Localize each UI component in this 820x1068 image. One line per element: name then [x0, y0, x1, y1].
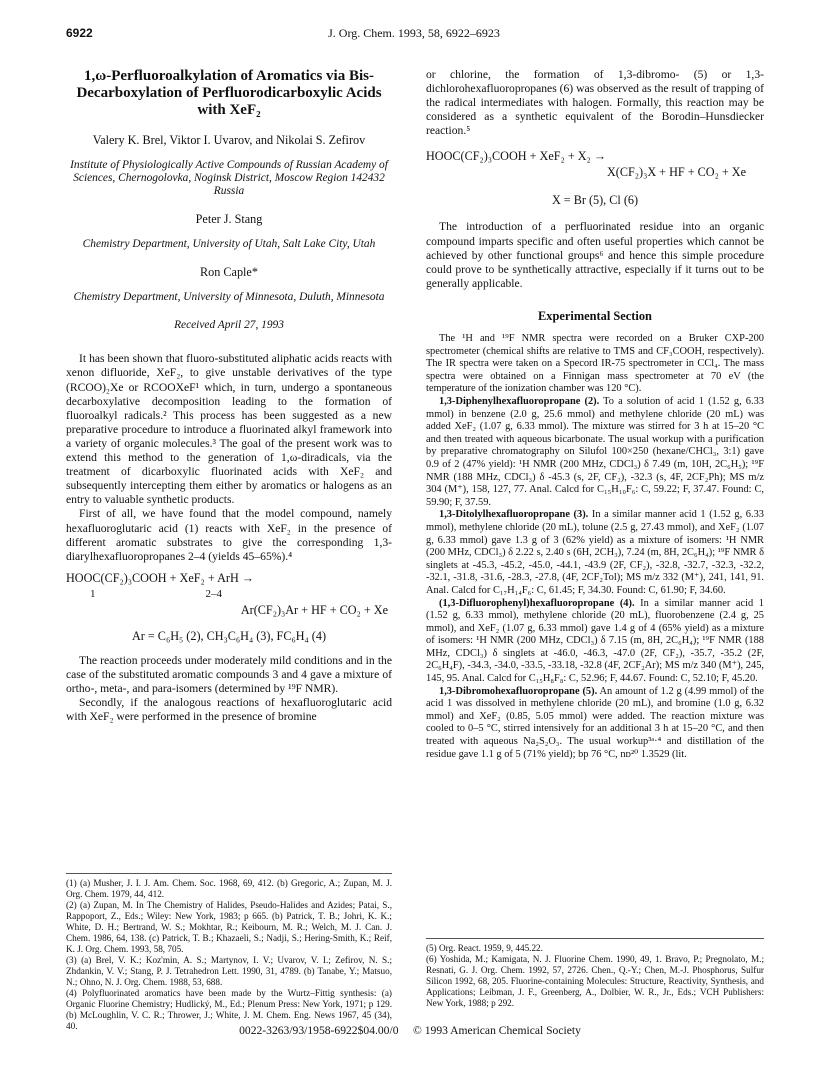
author: Peter J. Stang [195, 212, 263, 227]
experimental-paragraph [426, 598, 764, 686]
equation-1 [66, 570, 392, 618]
compound-heading: (1,3-Difluorophenyl)hexafluoropropane (4). [439, 597, 635, 609]
affiliation: Chemistry Department, University of Utah, Salt Lake City, Utah [82, 238, 376, 251]
procedure-text: In a similar manner acid 1 (1.52 g, 6.33 mmol), methylene chloride (20 mL), tolune (2.5 g, 27.43 mmol), and XeF₂ (1.07 g, 6.33 mmol) gave 1.3 g of 3 (62% yield) as a mixture of isomers: ¹H NMR (200 MHz, CDCl₃) δ 2.22 s, 2.40 s (6H, 2CH₃), 7.24 (m, 8H, 2C₆H₄); ¹⁹F NMR δ singlets at -45.3, -45.2, -45.0, -44.1, -43.9 (2F, CF₂), -32.8, -32.7, -32.3, -32.2, -32.1, -31.8, -31.6, -28.3, -27.8, (4F, 2CF₂Tol); MS m/z 332 (M⁺), 241, 141, 91. Anal. Calcd for C₁₇H₁₄F₆: C, 61.45; F, 34.30. Found: C, 61.90; F, 34.60. [426, 509, 764, 596]
compound-heading: 1,3-Diphenylhexafluoropropane (2). [439, 396, 600, 407]
experimental-paragraph [426, 686, 764, 762]
experimental-paragraph [426, 509, 764, 597]
footnote: (4) Polyfluorinated aromatics have been made by the Wurtz–Fittig synthesis: (a) Organic Fluorine Chemistry; Hudlický, M., Ed.; Plenum Press: New York, 1971; p 129. (b) McLoughlin, V. C. R.; Thrower, J.; White, J. M. Chem. Eng. News 1967, 45 (34), 40. [66, 988, 392, 1031]
equation-line: Ar(CF₂)₃Ar + HF + CO₂ + Xe [240, 602, 388, 617]
affiliation: Institute of Physiologically Active Compounds of Russian Academy of Sciences, Chernogolovka, Noginsk District, Moscow Region 142432 Russia [70, 159, 388, 198]
page-number: 6922 [66, 26, 93, 40]
procedure-text: In a similar manner acid 1 (1.52 g, 6.33 mmol), methylene chloride (20 mL), fluorobenzene (2.4 g, 25 mmol), and XeF₂ (1.07 g, 6.33 mmol) gave 1.4 g of 4 (65% yield) as a mixture of isomers: ¹H NMR (200 MHz, CDCl₃) δ 7.15 (m, 8H, 2C₆H₄); ¹⁹F NMR (188 MHz, CDCl₃) δ singlets at -46.0, -46.3, -47.0 (2F, CF₂), -35.7, -35.2 (2F, 2C₆H₄F), -34.3, -34.0, -33.5, -33.18, -32.8 (4F, 2CF₂Ar); MS m/z 340 (M⁺), 245, 145, 95. Anal. Calcd for C₁₅H₈F₈: C, 52.96; F, 44.67. Found: C, 52.10; F, 45.20. [426, 597, 764, 685]
running-header [66, 26, 762, 42]
author: Ron Caple* [200, 265, 258, 280]
body-paragraph: It has been shown that fluoro-substituted aliphatic acids reacts with xenon difluoride, XeF₂, to give unstable derivatives of the type (RCOO)₂Xe or RCOOXeF¹ which, in turn, undergo a spontaneous decarboxylative decomposition leading to the formation of fluoroalkyl radicals.² This process has been suggested as a new preparative procedure to introduce a fluorinated alkyl framework into a variety of organic molecules.³ The goal of the present work was to extend this method to the generation of 1,ω-diradicals, via the treatment of dicarboxylic fluorinated acids with XeF₂ and subsequently intercepting them either by aromatics or halogens as an entry to valuable synthetic products. [66, 352, 392, 507]
footnote: (5) Org. React. 1959, 9, 445.22. [426, 943, 543, 953]
right-column [426, 68, 764, 761]
received-date: Received April 27, 1993 [174, 319, 284, 332]
journal-citation: J. Org. Chem. 1993, 58, 6922–6923 [328, 26, 500, 40]
experimental-section [426, 333, 764, 761]
affiliation: Chemistry Department, University of Minnesota, Duluth, Minnesota [73, 291, 385, 304]
footnote: (2) (a) Zupan, M. In The Chemistry of Halides, Pseudo-Halides and Azides; Patai, S., Rappoport, Z., Eds.; Wiley: New York, 1983; p 665. (b) Patrick, T. B.; Johri, K. K.; White, D. H.; Bertrand, W. S.; Mokhtar, R.; Keibourn, M. R.; Welch, M. J. Can. J. Chem. 1986, 64, 138. (c) Patrick, T. B.; Khazaeli, S.; Nadji, S.; Hering-Smith, K.; Reif, K. J. Org. Chem. 1993, 58, 705. [66, 900, 392, 954]
page-footer [0, 1024, 820, 1037]
section-heading: Experimental Section [538, 308, 652, 323]
footnote: (3) (a) Brel, V. K.; Koz'min, A. S.; Martynov, I. V.; Uvarov, V. I.; Zefirov, N. S.; Zhdankin, V. V.; Stang, P. J. Tetrahedron Lett. 1990, 31, 4789. (b) Tanabe, Y.; Matsuo, N.; Ohno, N. J. Org. Chem. 1988, 53, 688. [66, 955, 392, 987]
footnote: (6) Yoshida, M.; Kamigata, N. J. Fluorine Chem. 1990, 49, 1. Bravo, P.; Pregnolato, M.; Resnati, G. J. Org. Chem. 1992, 57, 2726. Chen., Q.-Y.; Chen, M.-J. Phosphorus, Sulfur Silicon 1992, 68, 205. Fluorine-containing Molecules: Structure, Reactivity, Synthesis, and Applications; Leibman, J. F., Greenberg, A., Dolbier, W. R., Jr., Eds.; VCH Publishers: New York, 1988; p 292. [426, 954, 764, 1008]
equation-line: HOOC(CF₂)₃COOH + XeF₂ + ArH → [66, 570, 254, 585]
body-paragraph: Secondly, if the analogous reactions of hexafluoroglutaric acid with XeF₂ were performed in the presence of bromine [66, 696, 392, 724]
experimental-paragraph [426, 396, 764, 509]
body-paragraph: First of all, we have found that the model compound, namely hexafluoroglutaric acid (1) reacts with XeF₂ in the presence of different aromatic substrates to give the corresponding 1,3-diarylhexafluoropropanes 2–4 (yields 45–65%).⁴ [66, 507, 392, 563]
compound-heading: 1,3-Ditolylhexafluoropropane (3). [439, 509, 589, 521]
footnote: (1) (a) Musher, J. I. J. Am. Chem. Soc. 1968, 69, 412. (b) Gregoric, A.; Zupan, M. J. Org. Chem. 1979, 44, 412. [66, 878, 392, 899]
compound-heading: 1,3-Dibromohexafluoropropane (5). [439, 685, 598, 697]
equation-x-definition: X = Br (5), Cl (6) [551, 193, 639, 208]
equation-2 [426, 148, 764, 180]
equation-line: X(CF₂)₃X + HF + CO₂ + Xe [607, 165, 746, 180]
left-column [66, 68, 392, 724]
footer-code: 0022-3263/93/1958-6922$04.00/0 [239, 1024, 399, 1037]
body-paragraph: The introduction of a perfluorinated residue into an organic compound imparts specific and often useful properties which cannot be achieved by other functional groups⁶ and hence this simple procedure could prove to be synthetically attractive, especially if it turns out to be generally applicable. [426, 220, 764, 290]
article-title: 1,ω-Perfluoroalkylation of Aromatics via Bis-Decarboxylation of Perfluorodicarboxylic Acids with XeF₂ [76, 68, 382, 118]
procedure-text: An amount of 1.2 g (4.99 mmol) of the acid 1 was dissolved in methylene chloride (20 mL), and bromine (1.0 g, 6.32 mmol) and XeF₂ (0.85, 5.05 mmol) were added. The reaction mixture was cooled to 0–5 °C, stirred intensively for an additional 3 h at 15–20 °C, and then treated with aqueous Na₂S₂O₃. The usual workup³ᵃ·⁴ and distillation of the residue gave 1.1 g of 5 (71% yield); bp 76 °C, nᴅ²⁰ 1.3529 (lit. [426, 685, 764, 760]
footnotes-left [66, 873, 392, 1032]
body-paragraph: The reaction proceeds under moderately mild conditions and in the case of the substituted aromatic compounds 3 and 4 gave a mixture of ortho-, meta-, and para-isomers (determined by ¹⁹F NMR). [66, 653, 392, 695]
experimental-paragraph: The ¹H and ¹⁹F NMR spectra were recorded on a Bruker CXP-200 spectrometer (chemical shifts are relative to TMS and CF₃COOH, respectively). The IR spectra were taken on a Specord IR-75 spectrometer in CCl₄. The mass spectra were obtained on a Finnigan mass spectrometer at 70 eV (the temperature of the ionization chamber was 120 °C). [426, 333, 764, 395]
equation-line: HOOC(CF₂)₃COOH + XeF₂ + X₂ → [426, 149, 607, 164]
footnotes-right [426, 938, 764, 1009]
procedure-text: To a solution of acid 1 (1.52 g, 6.33 mmol) in benzene (2.0 g, 25.6 mmol) and methylene chloride (20 mL) was added XeF₂ (1.07 g, 6.33 mmol). The mixture was stirred for 3 h at 15–20 °C and then treated with aqueous bicarbonate. The usual workup with a purification by preparative chromatography on Silufol 100×250 (hexane/CHCl₃, 3:1) gave 0.9 of 2 (47% yield): ¹H NMR (200 MHz, CDCl₃) δ 7.49 (m, 10H, 2C₆H₅); ¹⁹F NMR (188 MHz, CDCl₃) δ -45.3 (s, 2F, CF₂), -32.3 (s, 4F, 2CF₂Ph); MS m/z 304 (M⁺), 158, 127, 77. Anal. Calcd for C₁₅H₁₀F₆: C, 59.22; F, 37.47. Found: C, 59.90; F, 37.59. [426, 396, 764, 508]
equation-ar-definition: Ar = C₆H₅ (2), CH₃C₆H₄ (3), FC₆H₄ (4) [131, 628, 327, 643]
body-paragraph: or chlorine, the formation of 1,3-dibromo- (5) or 1,3-dichlorohexafluoropropanes (6) was observed as the result of trapping of the radical intermediates with halogen. Formally, this reaction may be considered as a synthetic equivalent of the Borodin–Hunsdiecker reaction.⁵ [426, 68, 764, 138]
equation-labels: 1 2–4 [90, 587, 222, 600]
authors: Valery K. Brel, Viktor I. Uvarov, and Nikolai S. Zefirov [92, 133, 366, 147]
footer-copyright: © 1993 American Chemical Society [413, 1024, 581, 1037]
